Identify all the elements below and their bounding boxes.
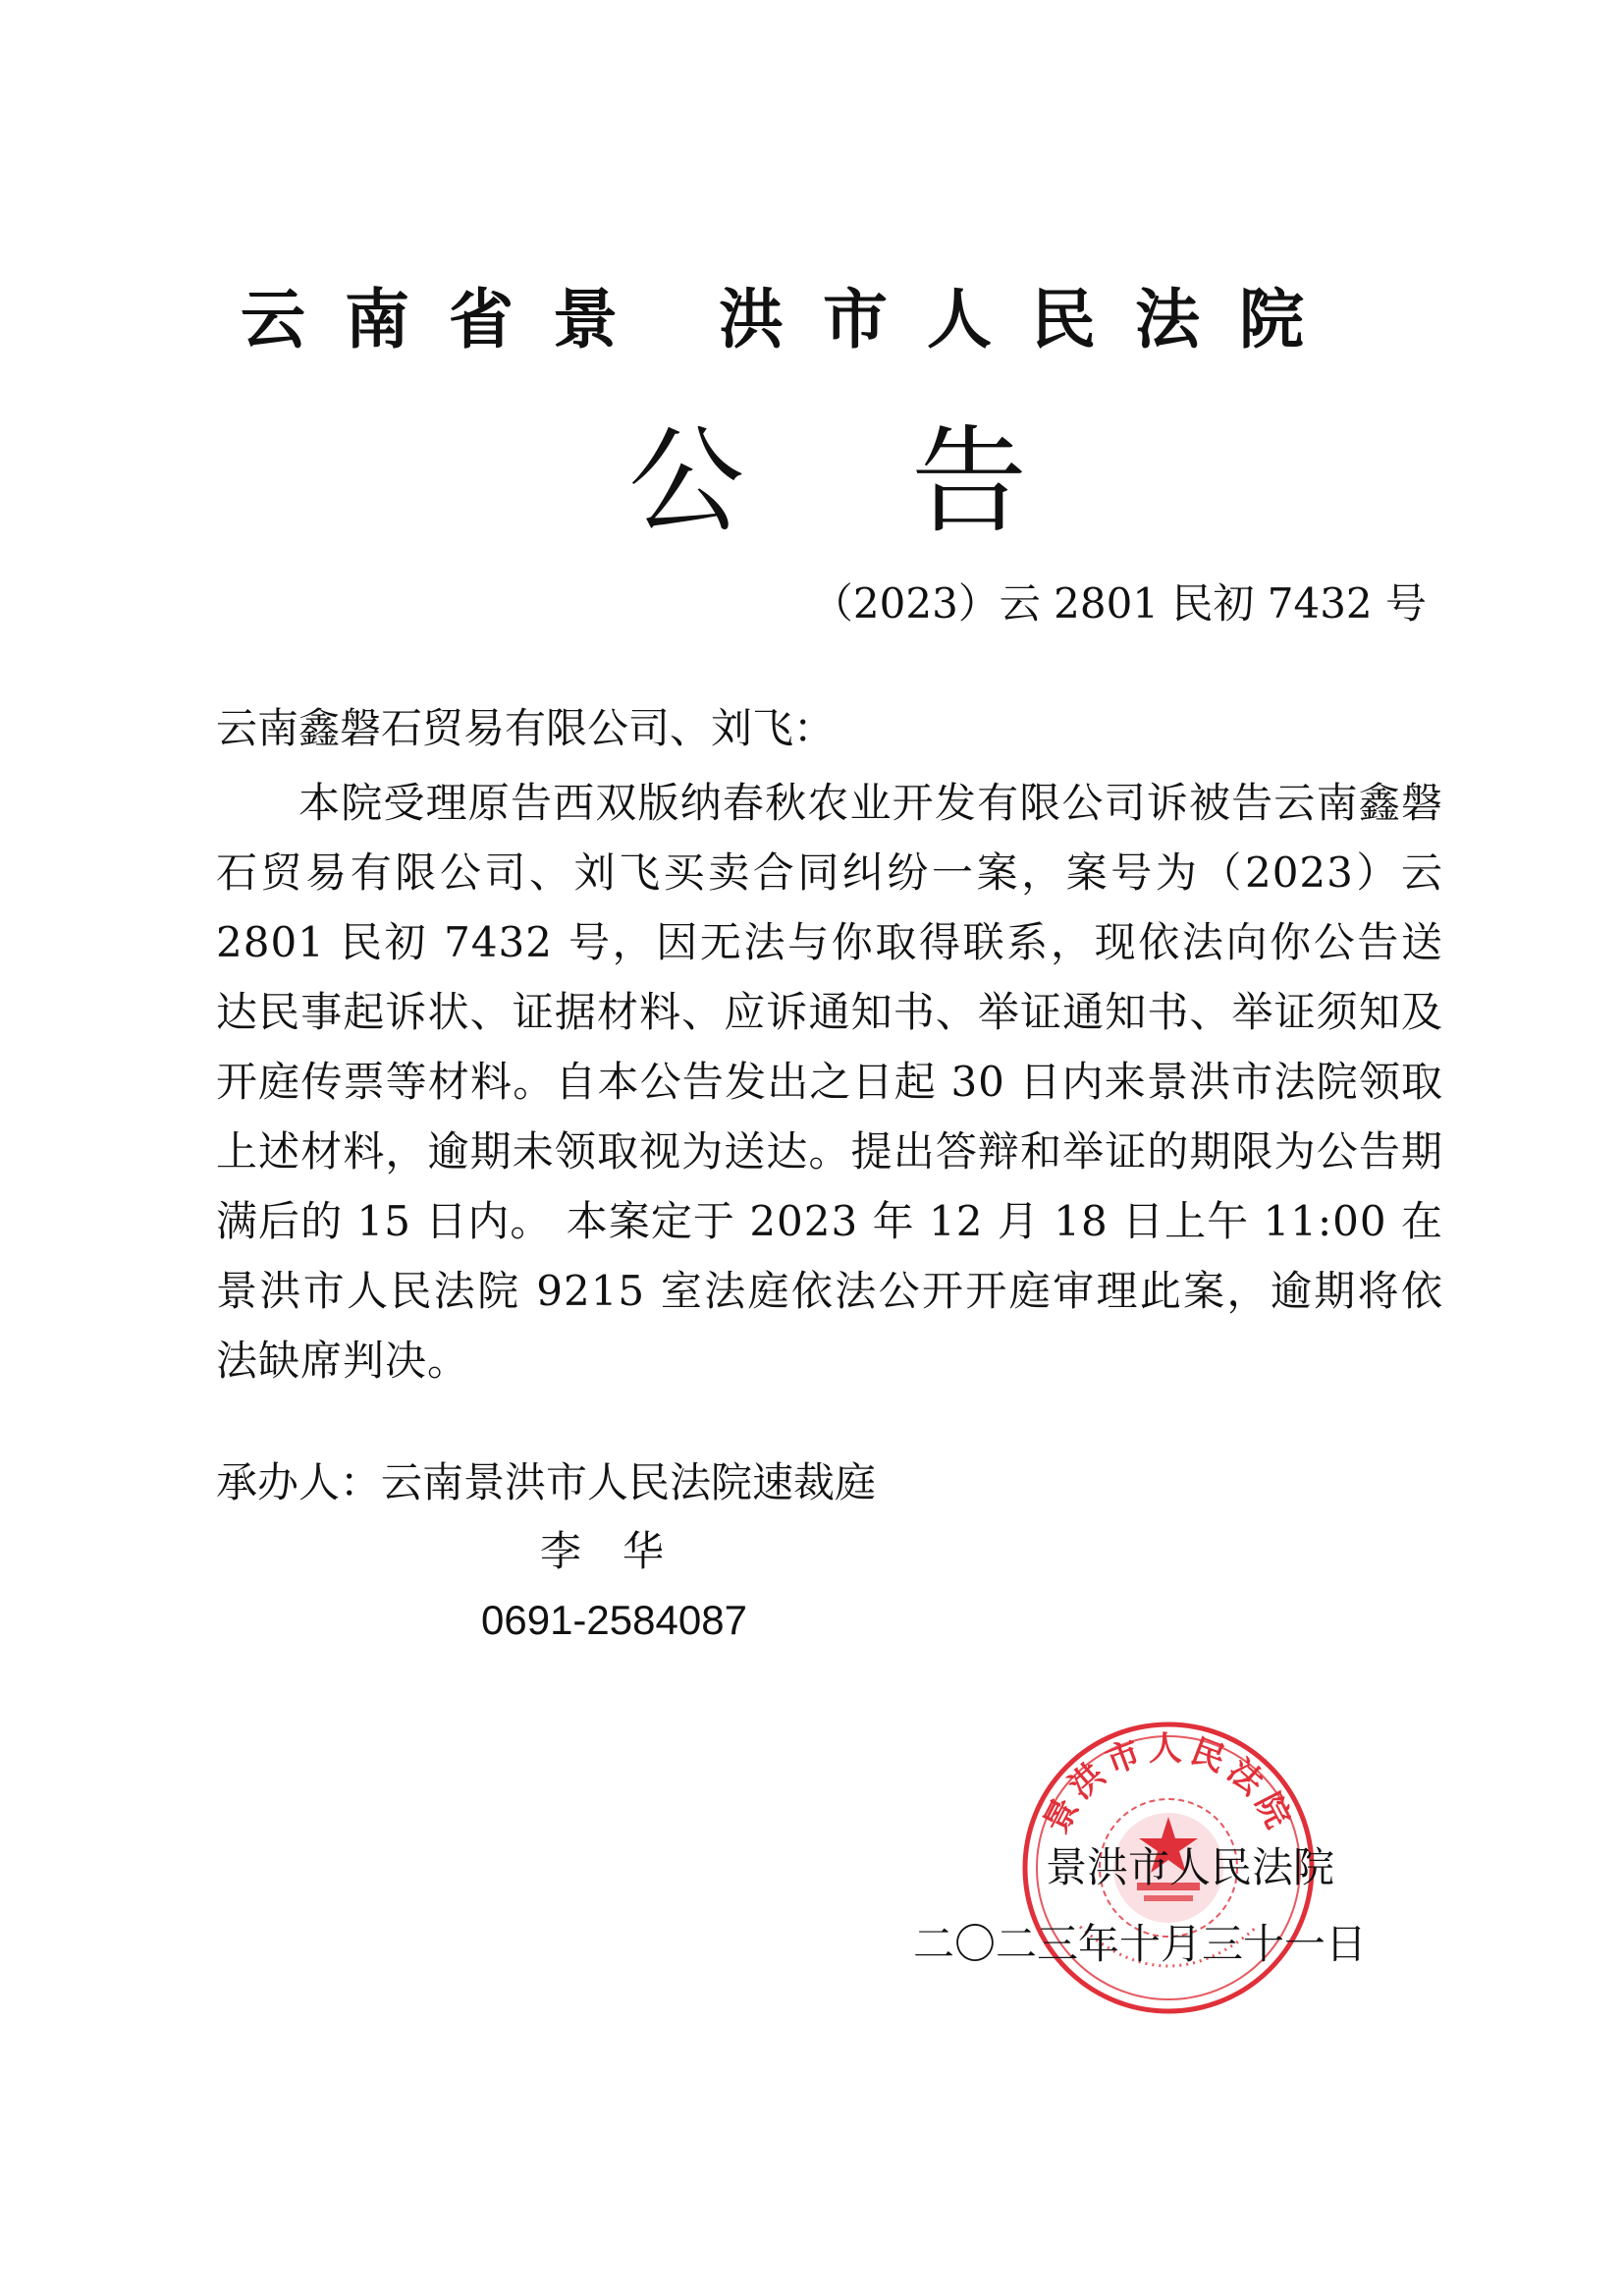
- addressee: 云南鑫磐石贸易有限公司、刘飞：: [216, 704, 836, 752]
- handler-name: 李华: [540, 1527, 706, 1575]
- document-title: 公告: [628, 413, 1195, 549]
- handler-phone: 0691-2584087: [481, 1597, 747, 1643]
- seal-text: 景洪市人民法院: [1036, 1729, 1301, 1840]
- handler-line: 承办人：云南景洪市人民法院速裁庭: [216, 1458, 877, 1506]
- case-number: （2023）云 2801 民初 7432 号: [811, 579, 1427, 628]
- notice-body: 本院受理原告西双版纳春秋农业开发有限公司诉被告云南鑫磐石贸易有限公司、刘飞买卖合同纠纷一案，案号为（2023）云 2801 民初 7432 号，因无法与你取得联系，现依法向你公告送达民事起诉状、证据材料、应诉通知书、举证通知书、举证须知及开庭传票等材料。自本公告发出之日起 30 日内来景洪市法院领取上述材料，逾期未领取视为送达。提出答辩和举证的期限为公告期满后的 15 日内。 本案定于 2023 年 12 月 18 日上午 11:00 在景洪市人民法院 9215 室法庭依法公开开庭审理此案，逾期将依法缺席判决。: [216, 779, 1443, 1385]
- issuing-court: 景洪市人民法院: [1046, 1843, 1335, 1891]
- issue-date: 二〇二三年十月三十一日: [913, 1920, 1368, 1968]
- court-name-heading: 云南省景 洪市人民法院: [241, 281, 1343, 357]
